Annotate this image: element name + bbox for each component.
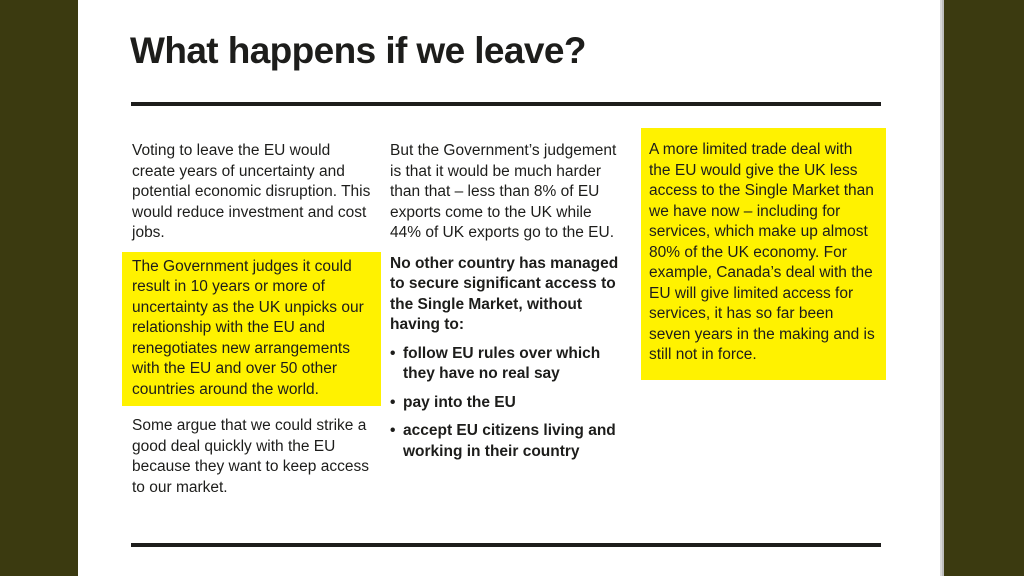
highlighted-paragraph: The Government judges it could result in 10 years or more of uncertainty as the UK unpicks our relationship with the EU and renegotiates new arrangements with the EU and over 50 other countries around the world. <box>122 252 381 407</box>
list-item: • pay into the EU <box>390 393 626 414</box>
intro-paragraph: Voting to leave the EU would create years of uncertainty and potential economic disruption. This would reduce investment and cost jobs. <box>132 142 371 241</box>
bullet-icon: • <box>390 422 396 439</box>
document-page <box>78 0 940 576</box>
list-item: • follow EU rules over which they have no real say <box>390 344 601 382</box>
list-item: • accept EU citizens living and working in their country <box>390 422 616 460</box>
bottom-divider <box>131 543 881 547</box>
column-right-highlight <box>641 128 886 380</box>
bold-statement: No other country has managed to secure significant access to the Single Market, without having to: <box>390 254 619 333</box>
argument-paragraph: Some argue that we could strike a good deal quickly with the EU because they want to keep access to our market. <box>132 417 369 496</box>
bullet-list <box>390 344 626 463</box>
trade-deal-paragraph: A more limited trade deal with the EU would give the UK less access to the Single Market than we have now – including for services, which make up almost 80% of the UK economy. For example, Canada’s deal with the EU will give limited access for services, it has so far been seven years in the making and is still not in force. <box>649 141 875 363</box>
column-middle <box>390 141 626 470</box>
top-divider <box>131 102 881 106</box>
column-left <box>132 141 372 498</box>
judgement-paragraph: But the Government’s judgement is that it would be much harder than that – less than 8% of EU exports come to the UK while 44% of UK exports go to the EU. <box>390 142 617 241</box>
bullet-icon: • <box>390 344 396 362</box>
page-title: What happens if we leave? <box>130 30 586 71</box>
bullet-icon: • <box>390 393 396 411</box>
